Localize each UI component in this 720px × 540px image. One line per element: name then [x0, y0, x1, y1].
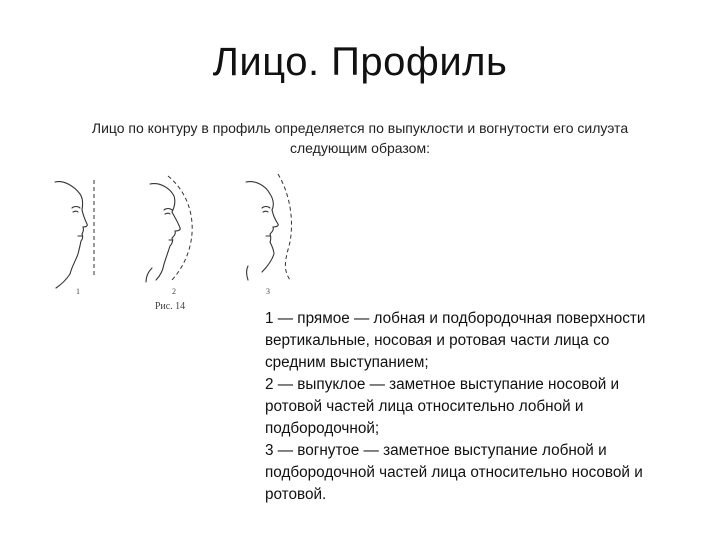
description-line: средним выступанием;: [265, 354, 429, 371]
subtitle-line: Лицо по контуру в профиль определяется по выпуклости и вогнутости его силуэта: [91, 120, 629, 136]
profile-concave-guide: [278, 174, 292, 280]
subtitle: [60, 118, 660, 158]
profile-convex-drawing: [146, 184, 180, 282]
subtitle-line: следующим образом:: [290, 140, 430, 156]
profile-concave-drawing: [246, 182, 278, 280]
profile-description: [265, 308, 685, 506]
slide-title: Лицо. Профиль: [212, 40, 508, 84]
description-line: 1 — прямое — лобная и подбородочная поверхности: [265, 310, 646, 327]
profile-straight-drawing: [55, 182, 87, 288]
description-line: 3 — вогнутое — заметное выступание лобной и: [265, 442, 607, 459]
figure-caption: Рис. 14: [154, 301, 186, 312]
description-line: подбородочной;: [265, 420, 380, 437]
description-line: подбородочной частей лица относительно носовой и: [265, 464, 643, 481]
description-line: ротовой частей лица относительно лобной и: [265, 398, 584, 415]
profile-label-1: 1: [76, 287, 80, 296]
profile-label-3: 3: [266, 287, 270, 296]
description-line: 2 — выпуклое — заметное выступание носовой и: [265, 376, 620, 393]
description-line: вертикальные, носовая и ротовая части лица со: [265, 332, 610, 349]
description-line: ротовой.: [265, 486, 327, 503]
profile-label-2: 2: [172, 287, 176, 296]
profile-figure: [50, 170, 310, 320]
